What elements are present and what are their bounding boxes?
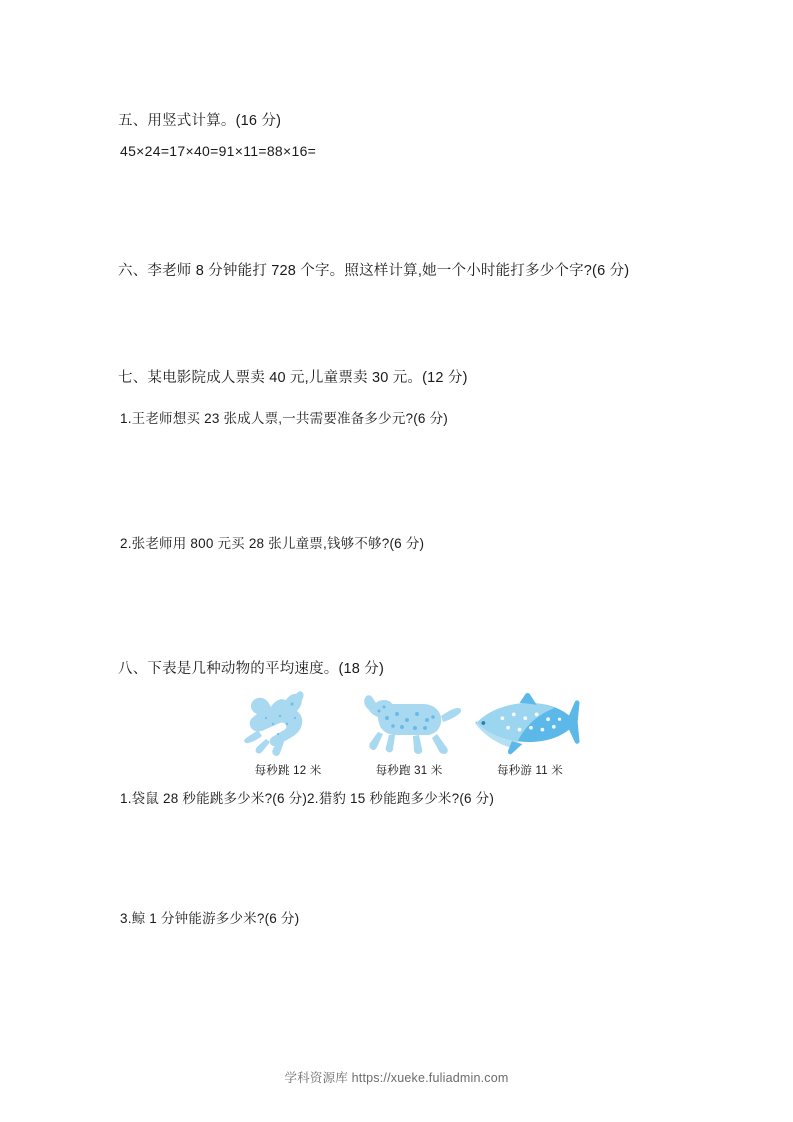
- section-5-heading-wrap: [118, 110, 281, 133]
- section-7-question-1-wrap: [120, 408, 448, 430]
- section-7-heading: 七、某电影院成人票卖 40 元,儿童票卖 30 元。(12 分): [118, 370, 468, 386]
- section-6-heading: 六、李老师 8 分钟能打 728 个字。照这样计算,她一个小时能打多少个字?(6 分): [118, 263, 630, 279]
- whale-shark-icon: [470, 688, 590, 756]
- section-8-question-3: 3.鲸 1 分钟能游多少米?(6 分): [120, 911, 300, 926]
- leopard-icon: [349, 688, 469, 756]
- leopard-caption: 每秒跑 31 米: [375, 765, 443, 777]
- section-8-heading-wrap: [118, 658, 384, 681]
- kangaroo-icon: [228, 688, 348, 756]
- section-5-calc-wrap: [120, 140, 316, 162]
- animal-speed-figure: [228, 688, 588, 793]
- section-7-question-2: 2.张老师用 800 元买 28 张儿童票,钱够不够?(6 分): [120, 536, 425, 551]
- section-5-calc-line: 45×24=17×40=91×11=88×16=: [120, 143, 317, 159]
- section-8-question-1-wrap: [120, 788, 494, 810]
- page-footer: [0, 1068, 793, 1086]
- section-8-question-3-wrap: [120, 908, 299, 930]
- section-7-question-2-wrap: [120, 533, 424, 555]
- animal-item-leopard: [349, 688, 469, 778]
- animal-item-whale-shark: [470, 688, 590, 778]
- kangaroo-caption: 每秒跳 12 米: [254, 765, 322, 777]
- whale-shark-caption: 每秒游 11 米: [497, 765, 563, 777]
- section-6-heading-wrap: [118, 260, 629, 283]
- section-5-heading: 五、用竖式计算。(16 分): [118, 113, 282, 129]
- footer-watermark-text: 学科资源库 https://xueke.fuliadmin.com: [284, 1071, 509, 1085]
- section-8-question-1: 1.袋鼠 28 秒能跳多少米?(6 分)2.猎豹 15 秒能跑多少米?(6 分): [120, 791, 495, 806]
- section-7-heading-wrap: [118, 367, 468, 390]
- section-8-heading: 八、下表是几种动物的平均速度。(18 分): [118, 661, 385, 677]
- section-7-question-1: 1.王老师想买 23 张成人票,一共需要准备多少元?(6 分): [120, 411, 448, 426]
- animal-item-kangaroo: [228, 688, 348, 778]
